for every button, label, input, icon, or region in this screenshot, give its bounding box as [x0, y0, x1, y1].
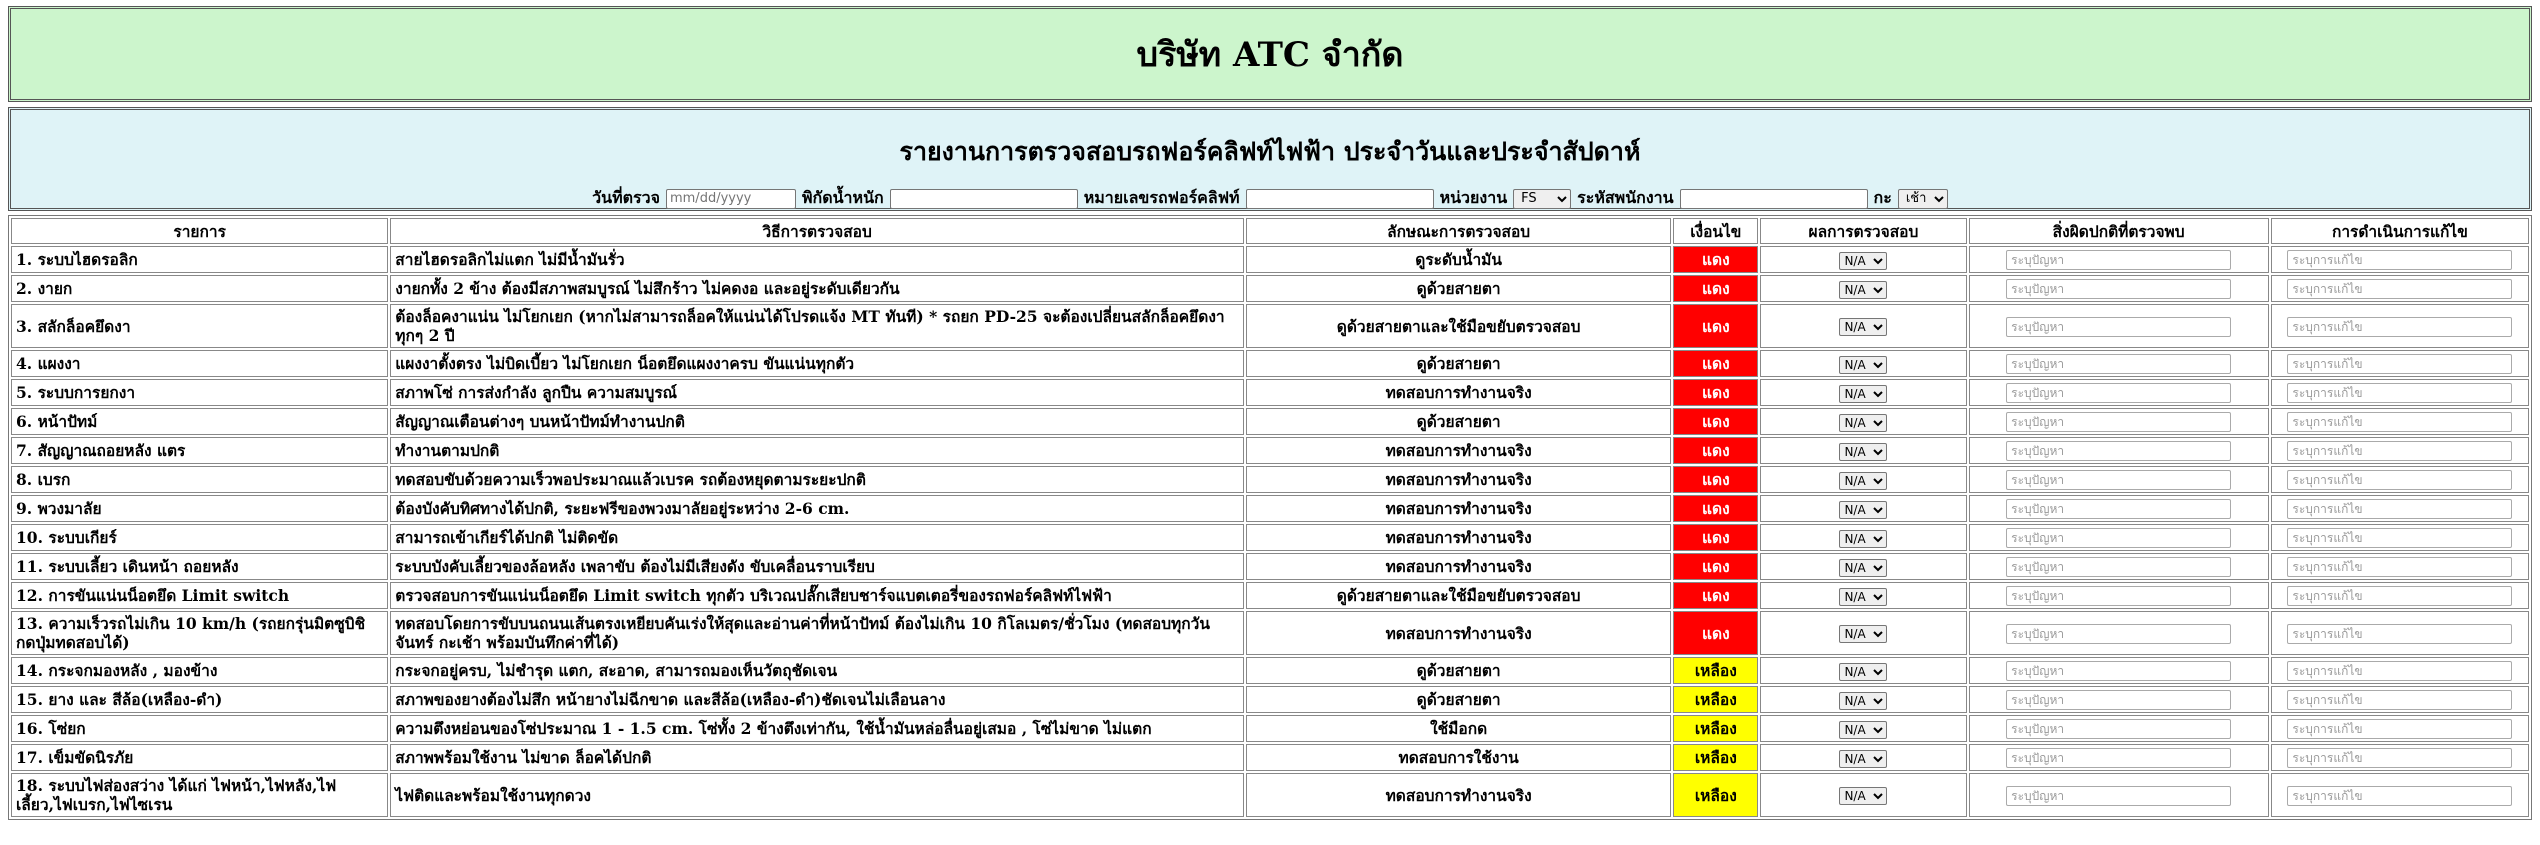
row-result-cell [1760, 611, 1966, 655]
problem-input[interactable] [2006, 719, 2231, 739]
row-type: ดูด้วยสายตา [1246, 657, 1671, 684]
table-row [11, 611, 2529, 655]
row-type: ใช้มือกด [1246, 715, 1671, 742]
row-condition-badge: แดง [1673, 350, 1758, 377]
result-select[interactable] [1839, 472, 1887, 490]
fix-input[interactable] [2287, 661, 2512, 681]
problem-input[interactable] [2006, 317, 2231, 337]
shift-select[interactable] [1898, 189, 1948, 209]
problem-input[interactable] [2006, 528, 2231, 548]
row-fix-cell [2271, 437, 2529, 464]
row-fix-cell [2271, 773, 2529, 817]
report-title: รายงานการตรวจสอบรถฟอร์คลิฟท์ไฟฟ้า ประจำวันและประจำสัปดาห์ [899, 137, 1641, 166]
row-type: ดูด้วยสายตา [1246, 686, 1671, 713]
row-item: 4. แผงงา [11, 350, 388, 377]
inspection-table [8, 215, 2532, 820]
row-fix-cell [2271, 657, 2529, 684]
result-select[interactable] [1839, 501, 1887, 519]
result-select[interactable] [1839, 588, 1887, 606]
row-item: 13. ความเร็วรถไม่เกิน 10 km/h (รถยกรุ่นมิตซูบิชิกดปุ่มทดสอบได้) [11, 611, 388, 655]
result-select[interactable] [1839, 530, 1887, 548]
problem-input[interactable] [2006, 470, 2231, 490]
result-select[interactable] [1839, 559, 1887, 577]
row-result-cell [1760, 582, 1966, 609]
problem-input[interactable] [2006, 499, 2231, 519]
row-method: ไฟติดและพร้อมใช้งานทุกดวง [390, 773, 1244, 817]
row-problem-cell [1969, 773, 2269, 817]
row-condition-badge: เหลือง [1673, 686, 1758, 713]
fix-input[interactable] [2287, 557, 2512, 577]
row-condition-badge: แดง [1673, 304, 1758, 348]
row-condition-badge: เหลือง [1673, 773, 1758, 817]
date-input[interactable] [666, 189, 796, 209]
row-condition-badge: เหลือง [1673, 715, 1758, 742]
row-result-cell [1760, 437, 1966, 464]
row-type: ทดสอบการทำงานจริง [1246, 611, 1671, 655]
row-item: 5. ระบบการยกงา [11, 379, 388, 406]
weight-input[interactable] [890, 189, 1078, 209]
header-type: ลักษณะการตรวจสอบ [1246, 218, 1671, 244]
row-result-cell [1760, 350, 1966, 377]
fix-input[interactable] [2287, 690, 2512, 710]
row-type: ดูระดับน้ำมัน [1246, 246, 1671, 273]
header-problem: สิ่งผิดปกติที่ตรวจพบ [1969, 218, 2269, 244]
row-type: ดูด้วยสายตา [1246, 350, 1671, 377]
fix-input[interactable] [2287, 719, 2512, 739]
fix-input[interactable] [2287, 470, 2512, 490]
row-condition-badge: แดง [1673, 437, 1758, 464]
row-method: สามารถเข้าเกียร์ได้ปกติ ไม่ติดขัด [390, 524, 1244, 551]
result-select[interactable] [1839, 692, 1887, 710]
row-problem-cell [1969, 275, 2269, 302]
unit-label: หน่วยงาน [1439, 188, 1508, 207]
row-problem-cell [1969, 466, 2269, 493]
row-method: ตรวจสอบการขันแน่นน็อตยึด Limit switch ทุกตัว บริเวณปลั๊กเสียบชาร์จแบตเตอรี่ของรถฟอร์คลิฟท์ไฟฟ้า [390, 582, 1244, 609]
row-method: ต้องบังคับทิศทางได้ปกติ, ระยะฟรีของพวงมาลัยอยู่ระหว่าง 2-6 cm. [390, 495, 1244, 522]
row-fix-cell [2271, 611, 2529, 655]
employee-label: ระหัสพนักงาน [1577, 188, 1674, 207]
row-type: ทดสอบการทำงานจริง [1246, 437, 1671, 464]
date-label: วันที่ตรวจ [592, 188, 660, 207]
row-fix-cell [2271, 466, 2529, 493]
row-item: 6. หน้าปัทม์ [11, 408, 388, 435]
row-problem-cell [1969, 524, 2269, 551]
row-fix-cell [2271, 582, 2529, 609]
row-condition-badge: แดง [1673, 466, 1758, 493]
row-condition-badge: แดง [1673, 611, 1758, 655]
table-row [11, 466, 2529, 493]
row-item: 2. งายก [11, 275, 388, 302]
fix-input[interactable] [2287, 528, 2512, 548]
fix-input[interactable] [2287, 441, 2512, 461]
fix-input[interactable] [2287, 748, 2512, 768]
row-item: 14. กระจกมองหลัง , มองข้าง [11, 657, 388, 684]
table-row [11, 379, 2529, 406]
row-type: ดูด้วยสายตาและใช้มือขยับตรวจสอบ [1246, 582, 1671, 609]
result-select[interactable] [1839, 721, 1887, 739]
row-method: ทดสอบขับด้วยความเร็วพอประมาณแล้วเบรค รถต้องหยุดตามระยะปกติ [390, 466, 1244, 493]
row-item: 11. ระบบเลี้ยว เดินหน้า ถอยหลัง [11, 553, 388, 580]
table-row [11, 715, 2529, 742]
row-result-cell [1760, 744, 1966, 771]
table-row [11, 495, 2529, 522]
header-fix: การดำเนินการแก้ไข [2271, 218, 2529, 244]
fix-input[interactable] [2287, 317, 2512, 337]
row-item: 18. ระบบไฟส่องสว่าง ได้แก่ ไฟหน้า,ไฟหลัง,ไฟเลี้ยว,ไฟเบรก,ไฟไซเรน [11, 773, 388, 817]
row-condition-badge: แดง [1673, 379, 1758, 406]
fix-input[interactable] [2287, 624, 2512, 644]
row-item: 17. เข็มขัดนิรภัย [11, 744, 388, 771]
row-type: ทดสอบการทำงานจริง [1246, 553, 1671, 580]
page [8, 6, 2532, 820]
truck-number-input[interactable] [1246, 189, 1434, 209]
row-method: กระจกอยู่ครบ, ไม่ชำรุด แตก, สะอาด, สามารถมองเห็นวัตถุชัดเจน [390, 657, 1244, 684]
row-problem-cell [1969, 657, 2269, 684]
result-select[interactable] [1839, 356, 1887, 374]
problem-input[interactable] [2006, 383, 2231, 403]
row-method: สัญญาณเตือนต่างๆ บนหน้าปัทม์ทำงานปกติ [390, 408, 1244, 435]
fix-input[interactable] [2287, 586, 2512, 606]
problem-input[interactable] [2006, 354, 2231, 374]
fix-input[interactable] [2287, 412, 2512, 432]
row-problem-cell [1969, 611, 2269, 655]
result-select[interactable] [1839, 281, 1887, 299]
table-row [11, 773, 2529, 817]
row-result-cell [1760, 773, 1966, 817]
row-result-cell [1760, 715, 1966, 742]
row-result-cell [1760, 304, 1966, 348]
result-select[interactable] [1839, 318, 1887, 336]
table-row [11, 304, 2529, 348]
row-method: สภาพของยางต้องไม่สึก หน้ายางไม่ฉีกขาด และสีล้อ(เหลือง-ดำ)ชัดเจนไม่เลือนลาง [390, 686, 1244, 713]
row-condition-badge: แดง [1673, 246, 1758, 273]
fix-input[interactable] [2287, 786, 2512, 806]
row-problem-cell [1969, 304, 2269, 348]
result-select[interactable] [1839, 663, 1887, 681]
row-condition-badge: แดง [1673, 275, 1758, 302]
row-problem-cell [1969, 686, 2269, 713]
row-type: ดูด้วยสายตา [1246, 275, 1671, 302]
fix-input[interactable] [2287, 279, 2512, 299]
row-result-cell [1760, 275, 1966, 302]
row-method: ต้องล็อคงาแน่น ไม่โยกเยก (หากไม่สามารถล็อคให้แน่นได้โปรดแจ้ง MT ทันที) * รถยก PD-25 จะต้องเปลี่ยนสลักล็อคยึดงา ทุกๆ 2 ปี [390, 304, 1244, 348]
row-condition-badge: แดง [1673, 582, 1758, 609]
header-item: รายการ [11, 218, 388, 244]
row-result-cell [1760, 495, 1966, 522]
problem-input[interactable] [2006, 557, 2231, 577]
table-row [11, 553, 2529, 580]
problem-input[interactable] [2006, 412, 2231, 432]
row-problem-cell [1969, 246, 2269, 273]
table-row [11, 657, 2529, 684]
fix-input[interactable] [2287, 383, 2512, 403]
result-select[interactable] [1839, 443, 1887, 461]
truck-label: หมายเลขรถฟอร์คลิฟท์ [1083, 188, 1240, 207]
row-method: ระบบบังคับเลี้ยวของล้อหลัง เพลาขับ ต้องไม่มีเสียงดัง ขับเคลื่อนราบเรียบ [390, 553, 1244, 580]
problem-input[interactable] [2006, 441, 2231, 461]
row-problem-cell [1969, 495, 2269, 522]
company-title: บริษัท ATC จำกัด [1136, 35, 1404, 75]
row-type: ทดสอบการทำงานจริง [1246, 773, 1671, 817]
row-method: สภาพโซ่ การส่งกำลัง ลูกปืน ความสมบูรณ์ [390, 379, 1244, 406]
row-method: แผงงาตั้งตรง ไม่บิดเบี้ยว ไม่โยกเยก น็อตยึดแผงงาครบ ขันแน่นทุกตัว [390, 350, 1244, 377]
row-result-cell [1760, 553, 1966, 580]
row-type: ทดสอบการทำงานจริง [1246, 379, 1671, 406]
row-item: 9. พวงมาลัย [11, 495, 388, 522]
row-fix-cell [2271, 744, 2529, 771]
unit-select[interactable] [1513, 189, 1571, 209]
problem-input[interactable] [2006, 690, 2231, 710]
table-row [11, 275, 2529, 302]
row-result-cell [1760, 408, 1966, 435]
problem-input[interactable] [2006, 624, 2231, 644]
table-header-row [11, 218, 2529, 244]
row-problem-cell [1969, 582, 2269, 609]
row-fix-cell [2271, 350, 2529, 377]
row-item: 7. สัญญาณถอยหลัง แตร [11, 437, 388, 464]
problem-input[interactable] [2006, 250, 2231, 270]
row-item: 10. ระบบเกียร์ [11, 524, 388, 551]
result-select[interactable] [1839, 385, 1887, 403]
row-fix-cell [2271, 524, 2529, 551]
row-fix-cell [2271, 495, 2529, 522]
row-result-cell [1760, 657, 1966, 684]
problem-input[interactable] [2006, 586, 2231, 606]
row-item: 3. สลักล็อคยึดงา [11, 304, 388, 348]
row-method: ความตึงหย่อนของโซ่ประมาณ 1 - 1.5 cm. โซ่ทั้ง 2 ข้างตึงเท่ากัน, ใช้น้ำมันหล่อลื่นอยู่เสมอ , โซ่ไม่ขาด ไม่แตก [390, 715, 1244, 742]
fix-input[interactable] [2287, 250, 2512, 270]
row-problem-cell [1969, 379, 2269, 406]
row-item: 12. การขันแน่นน็อตยึด Limit switch [11, 582, 388, 609]
report-form [11, 186, 2529, 211]
row-result-cell [1760, 466, 1966, 493]
row-condition-badge: แดง [1673, 553, 1758, 580]
table-row [11, 350, 2529, 377]
row-fix-cell [2271, 275, 2529, 302]
row-problem-cell [1969, 437, 2269, 464]
fix-input[interactable] [2287, 354, 2512, 374]
weight-label: พิกัดน้ำหนัก [801, 188, 884, 207]
header-result: ผลการตรวจสอบ [1760, 218, 1966, 244]
row-problem-cell [1969, 744, 2269, 771]
row-item: 15. ยาง และ สีล้อ(เหลือง-ดำ) [11, 686, 388, 713]
row-fix-cell [2271, 408, 2529, 435]
row-result-cell [1760, 246, 1966, 273]
table-body [11, 246, 2529, 817]
result-select[interactable] [1839, 252, 1887, 270]
row-result-cell [1760, 686, 1966, 713]
row-method: ทดสอบโดยการขับบนถนนเส้นตรงเหยียบคันเร่งให้สุดและอ่านค่าที่หน้าปัทม์ ต้องไม่เกิน 10 กิโลเมตร/ชั่วโมง (ทดสอบทุกวันจันทร์ กะเช้า พร้อมบันทึกค่าที่ได้) [390, 611, 1244, 655]
row-condition-badge: เหลือง [1673, 744, 1758, 771]
row-type: ดูด้วยสายตา [1246, 408, 1671, 435]
table-row [11, 408, 2529, 435]
row-item: 8. เบรก [11, 466, 388, 493]
table-row [11, 437, 2529, 464]
row-problem-cell [1969, 350, 2269, 377]
row-fix-cell [2271, 715, 2529, 742]
row-type: ทดสอบการใช้งาน [1246, 744, 1671, 771]
row-method: สภาพพร้อมใช้งาน ไม่ขาด ล็อคได้ปกติ [390, 744, 1244, 771]
row-method: ทำงานตามปกติ [390, 437, 1244, 464]
row-type: ทดสอบการทำงานจริง [1246, 524, 1671, 551]
table-row [11, 582, 2529, 609]
company-header [8, 6, 2532, 102]
row-problem-cell [1969, 408, 2269, 435]
row-fix-cell [2271, 553, 2529, 580]
table-row [11, 744, 2529, 771]
row-fix-cell [2271, 246, 2529, 273]
problem-input[interactable] [2006, 786, 2231, 806]
row-method: งายกทั้ง 2 ข้าง ต้องมีสภาพสมบูรณ์ ไม่สึกร้าว ไม่คดงอ และอยู่ระดับเดียวกัน [390, 275, 1244, 302]
row-type: ทดสอบการทำงานจริง [1246, 495, 1671, 522]
row-problem-cell [1969, 715, 2269, 742]
row-fix-cell [2271, 304, 2529, 348]
row-result-cell [1760, 379, 1966, 406]
row-item: 1. ระบบไฮดรอลิก [11, 246, 388, 273]
result-select[interactable] [1839, 625, 1887, 643]
problem-input[interactable] [2006, 661, 2231, 681]
problem-input[interactable] [2006, 748, 2231, 768]
row-condition-badge: แดง [1673, 495, 1758, 522]
problem-input[interactable] [2006, 279, 2231, 299]
row-type: ทดสอบการทำงานจริง [1246, 466, 1671, 493]
header-condition: เงื่อนไข [1673, 218, 1758, 244]
row-condition-badge: แดง [1673, 408, 1758, 435]
employee-id-input[interactable] [1680, 189, 1868, 209]
table-row [11, 246, 2529, 273]
table-row [11, 686, 2529, 713]
row-condition-badge: เหลือง [1673, 657, 1758, 684]
fix-input[interactable] [2287, 499, 2512, 519]
shift-label: กะ [1873, 188, 1892, 207]
row-item: 16. โซ่ยก [11, 715, 388, 742]
result-select[interactable] [1839, 414, 1887, 432]
header-method: วิธีการตรวจสอบ [390, 218, 1244, 244]
report-header [8, 107, 2532, 211]
result-select[interactable] [1839, 750, 1887, 768]
row-type: ดูด้วยสายตาและใช้มือขยับตรวจสอบ [1246, 304, 1671, 348]
row-fix-cell [2271, 379, 2529, 406]
row-fix-cell [2271, 686, 2529, 713]
table-row [11, 524, 2529, 551]
result-select[interactable] [1839, 787, 1887, 805]
row-method: สายไฮดรอลิกไม่แตก ไม่มีน้ำมันรั่ว [390, 246, 1244, 273]
row-problem-cell [1969, 553, 2269, 580]
row-condition-badge: แดง [1673, 524, 1758, 551]
row-result-cell [1760, 524, 1966, 551]
